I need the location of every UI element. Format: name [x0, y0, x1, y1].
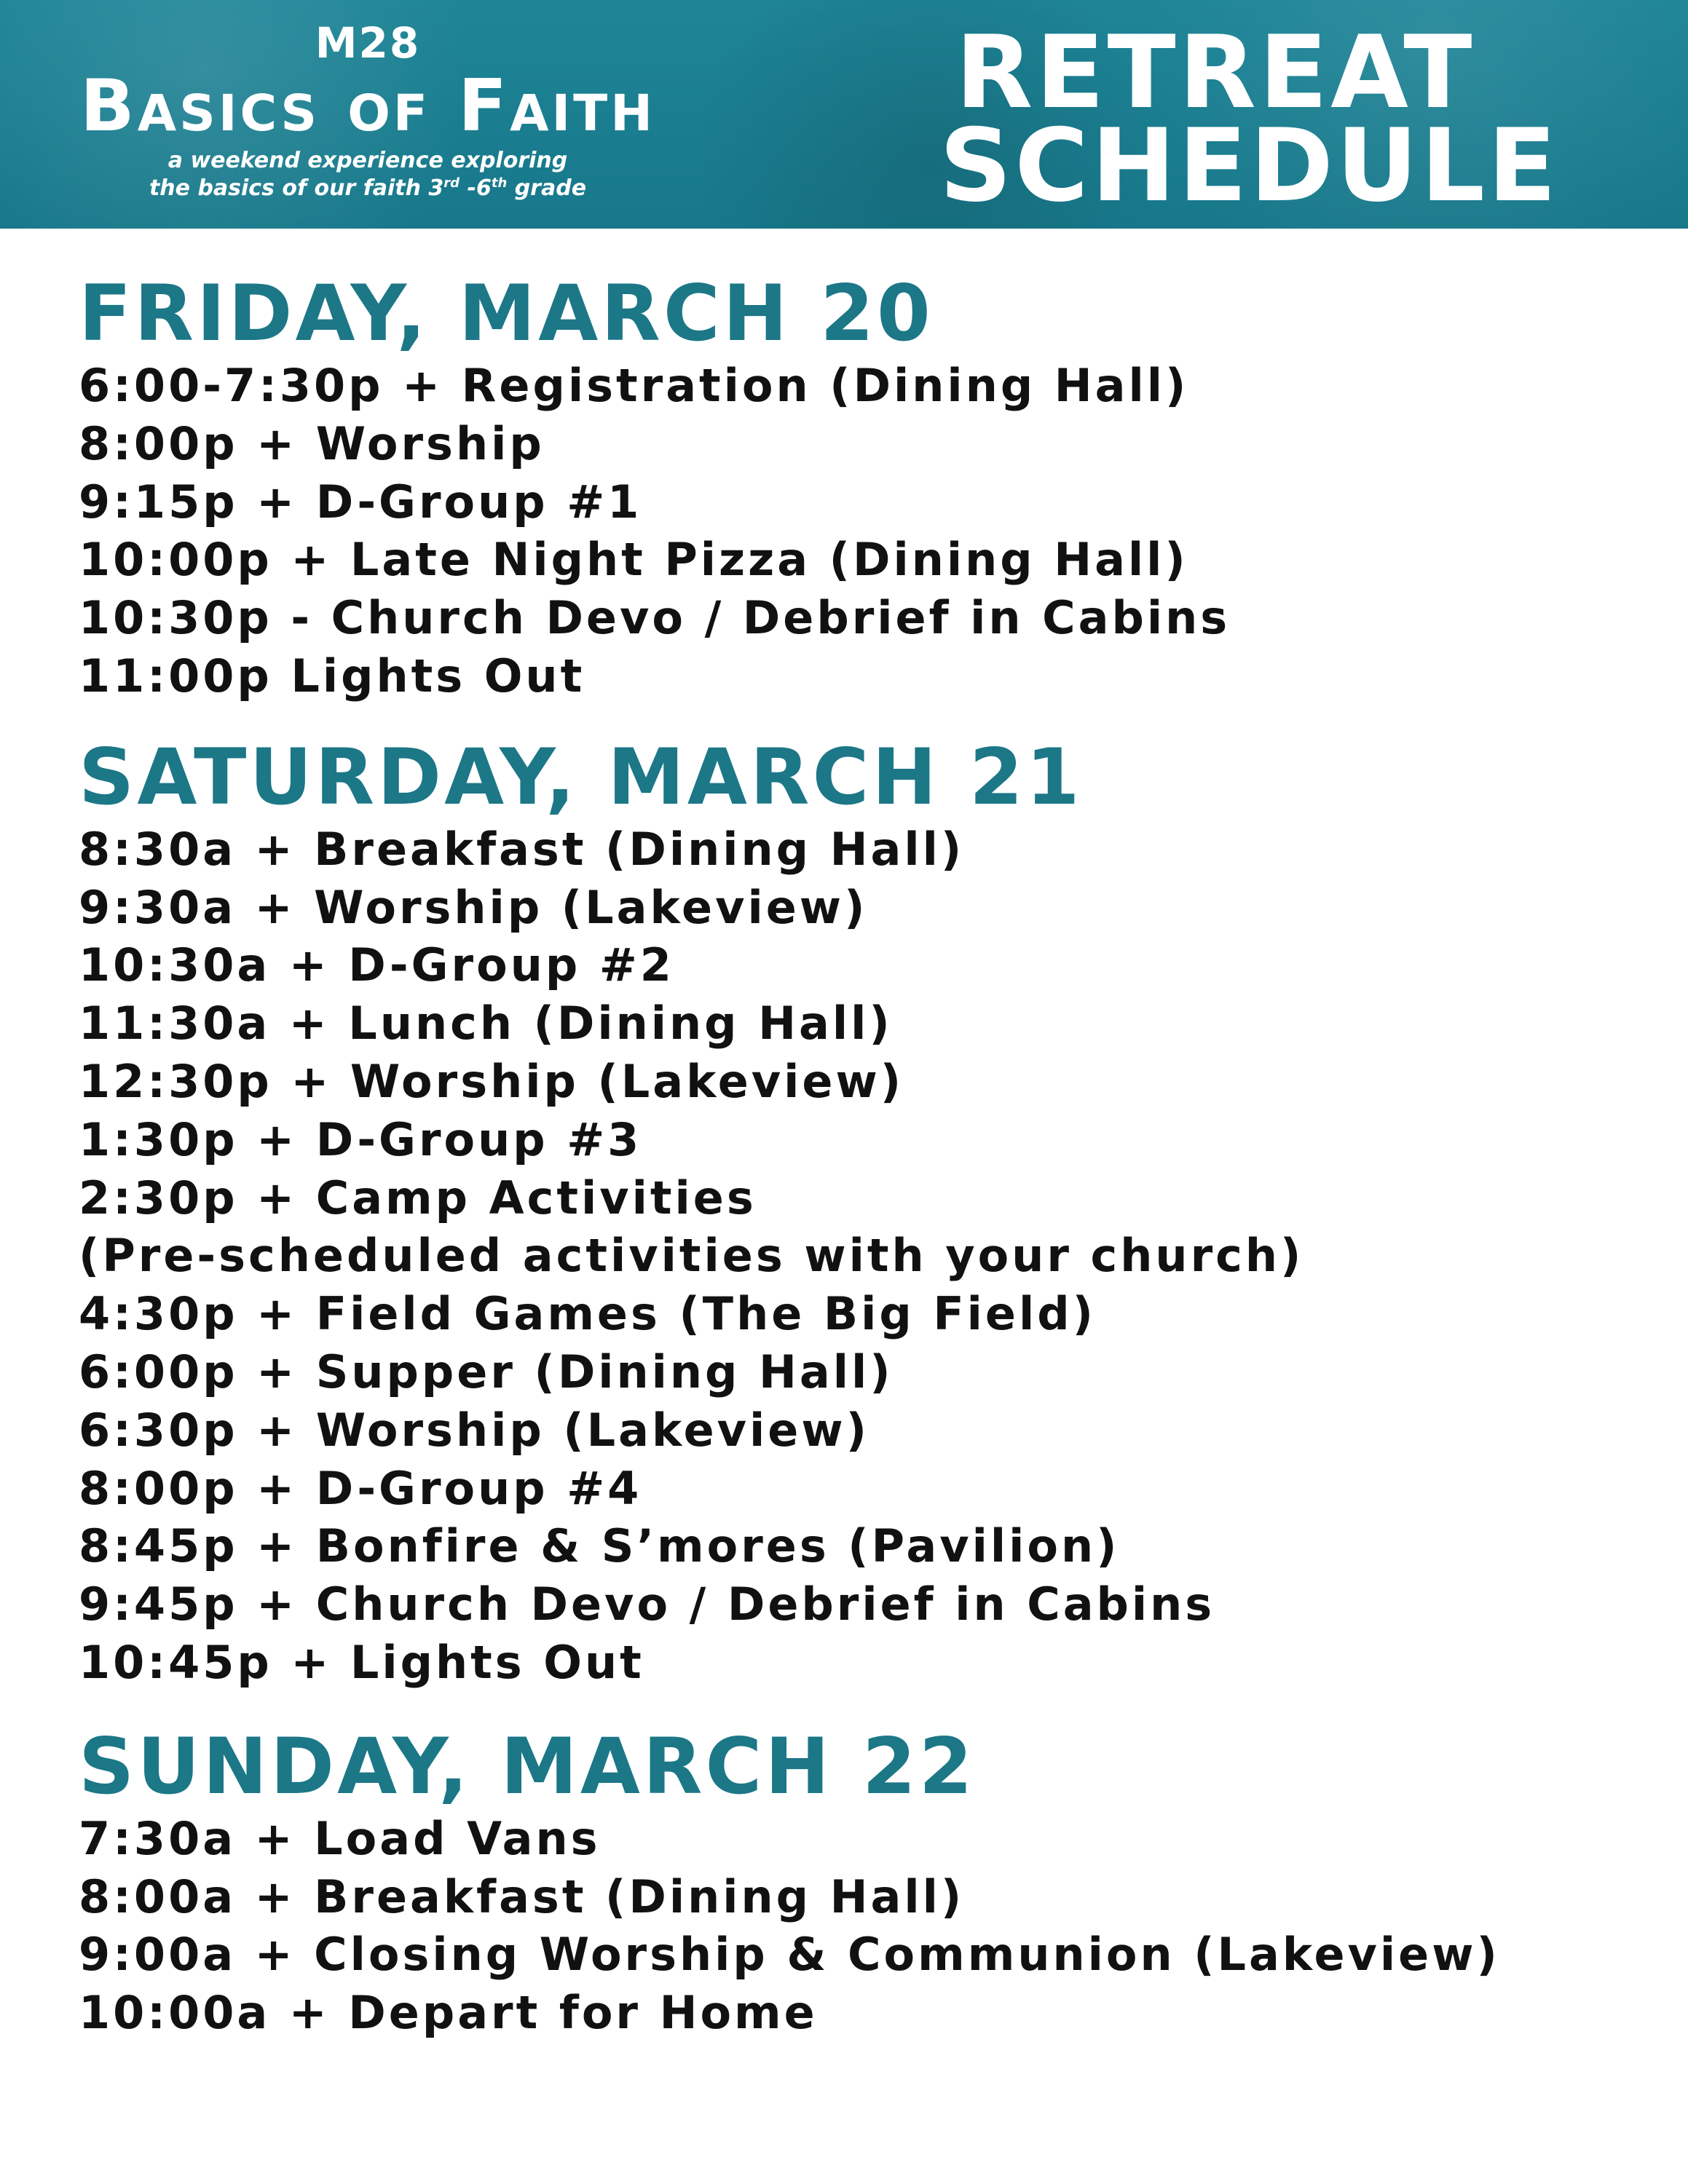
- schedule-item: 8:00p + Worship: [79, 416, 545, 470]
- schedule-item: 11:30a + Lunch (Dining Hall): [79, 997, 893, 1051]
- schedule-list: [79, 1810, 1644, 2042]
- day-section-saturday: [79, 732, 1644, 1692]
- tagline-mid: -6: [460, 175, 492, 201]
- schedule-item: 6:00-7:30p + Registration (Dining Hall): [79, 359, 1189, 412]
- schedule-item: 8:45p + Bonfire & S’mores (Pavilion): [79, 1519, 1120, 1573]
- page-title: [939, 14, 1560, 224]
- schedule-list: [79, 357, 1644, 705]
- schedule-item: 2:30p + Camp Activities: [79, 1171, 757, 1224]
- schedule-item: 10:00a + Depart for Home: [79, 1986, 818, 2040]
- schedule-item-note: (Pre-scheduled activities with your church): [79, 1229, 1304, 1283]
- schedule-item: 7:30a + Load Vans: [79, 1811, 601, 1865]
- schedule-item: 9:00a + Closing Worship & Communion (Lakeview): [79, 1928, 1500, 1982]
- schedule-item: 8:00a + Breakfast (Dining Hall): [79, 1870, 965, 1923]
- schedule-item: 12:30p + Worship (Lakeview): [79, 1054, 904, 1108]
- day-heading: SUNDAY, MARCH 22: [79, 1721, 976, 1811]
- tagline-post: grade: [507, 175, 587, 201]
- schedule-list: [79, 820, 1644, 1692]
- schedule-item: 1:30p + D-Group #3: [79, 1112, 642, 1166]
- schedule: [79, 271, 1644, 2074]
- tagline-line-2: [80, 175, 655, 202]
- schedule-item: 9:15p + D-Group #1: [79, 475, 642, 529]
- tagline-sup-th: th: [491, 175, 508, 191]
- schedule-item: 8:30a + Breakfast (Dining Hall): [79, 822, 965, 876]
- title-line-2: SCHEDULE: [939, 107, 1560, 224]
- brand-code: M28: [315, 18, 421, 68]
- tagline-pre: the basics of our faith 3: [149, 175, 444, 201]
- schedule-item: 9:45p + Church Devo / Debrief in Cabins: [79, 1578, 1215, 1631]
- event-logo: [80, 20, 655, 202]
- schedule-item: 10:45p + Lights Out: [79, 1635, 644, 1689]
- tagline-line-1: a weekend experience exploring: [167, 148, 568, 173]
- schedule-item: 6:00p + Supper (Dining Hall): [79, 1345, 894, 1398]
- brand-name: Basics of Faith: [80, 65, 655, 148]
- schedule-item: 10:00p + Late Night Pizza (Dining Hall): [79, 533, 1188, 587]
- schedule-item: 4:30p + Field Games (The Big Field): [79, 1287, 1096, 1341]
- schedule-item: 10:30p - Church Devo / Debrief in Cabins: [79, 591, 1231, 645]
- schedule-item: 9:30a + Worship (Lakeview): [79, 880, 868, 934]
- schedule-item: 6:30p + Worship (Lakeview): [79, 1403, 869, 1457]
- title-line-1: RETREAT: [955, 14, 1475, 131]
- schedule-item: 10:30a + D-Group #2: [79, 938, 674, 992]
- tagline-sup-rd: rd: [443, 175, 460, 191]
- day-section-sunday: [79, 1721, 1644, 2042]
- day-heading: FRIDAY, MARCH 20: [79, 269, 934, 358]
- day-heading: SATURDAY, MARCH 21: [79, 732, 1083, 822]
- schedule-item: 8:00p + D-Group #4: [79, 1461, 642, 1515]
- brand-tagline: [80, 147, 655, 202]
- schedule-item: 11:00p Lights Out: [79, 649, 585, 703]
- day-section-friday: [79, 271, 1644, 705]
- header-banner: [0, 0, 1688, 229]
